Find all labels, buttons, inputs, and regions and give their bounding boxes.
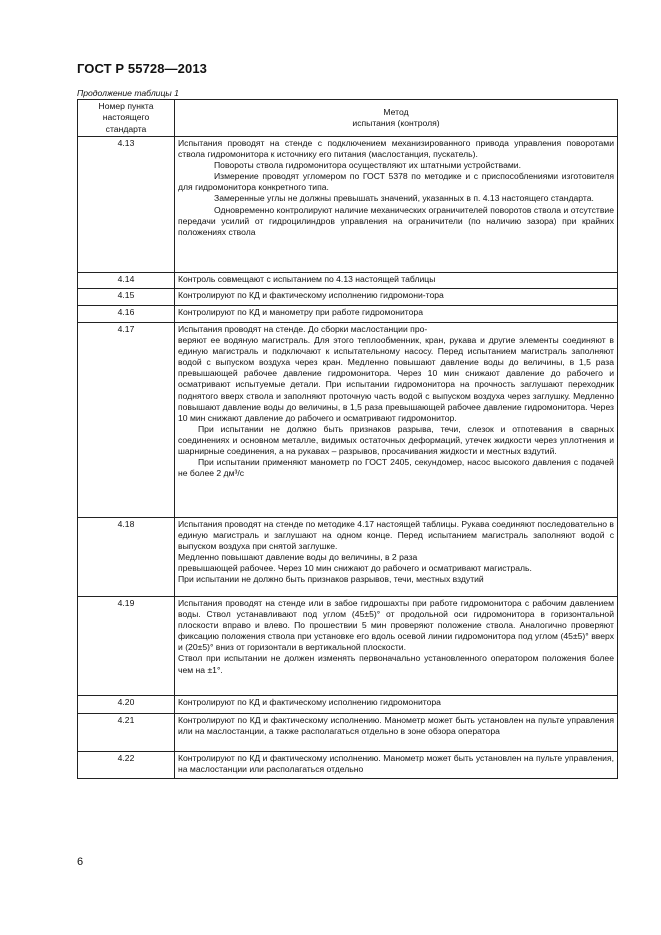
method-paragraph: Контролируют по КД и фактическому исполнению. Манометр может быть установлен на пульте управления, на маслостанции или располагаться отдельно bbox=[178, 753, 614, 775]
clause-number-cell: 4.17 bbox=[78, 323, 175, 518]
test-method-cell bbox=[175, 289, 618, 306]
method-paragraph: Повороты ствола гидромонитора осуществляют их штатными устройствами. bbox=[214, 160, 521, 171]
clause-number-cell: 4.16 bbox=[78, 306, 175, 323]
method-paragraph: Контроль совмещают с испытанием по 4.13 настоящей таблицы bbox=[178, 274, 436, 284]
method-paragraph: Контролируют по КД и фактическому исполнению. Манометр может быть установлен на пульте управления или на маслостанции, а также располагаться отдельно в зоне обзора оператора bbox=[178, 715, 614, 737]
table-row bbox=[78, 137, 618, 273]
clause-number-cell: 4.21 bbox=[78, 714, 175, 752]
method-paragraph: Ствол при испытании не должен изменять первоначально установленного оператором положения более чем на ±1°. bbox=[178, 653, 614, 675]
method-paragraph: Контролируют по КД и манометру при работе гидромонитора bbox=[178, 307, 423, 317]
clause-number-cell: 4.19 bbox=[78, 597, 175, 696]
method-paragraph: Испытания проводят на стенде. До сборки маслостанции про- bbox=[178, 324, 428, 334]
test-method-cell bbox=[175, 597, 618, 696]
test-method-cell bbox=[175, 696, 618, 714]
table-row bbox=[78, 306, 618, 323]
clause-number-cell: 4.14 bbox=[78, 273, 175, 289]
method-paragraph: При испытании не должно быть признаков разрывов, течи, местных вздутий bbox=[178, 574, 484, 585]
table-row bbox=[78, 273, 618, 289]
method-paragraph: При испытании не должно быть признаков разрыва, течи, слезок и отпотевания в сварных соединениях и основном металле, видимых остаточных деформаций, утечек жидкости через уплотнения и шарнирные соединения, а на рукавах – разрывов, просачивания жидкости и местных вздутий. bbox=[178, 423, 614, 457]
table-row bbox=[78, 518, 618, 597]
clause-number-cell: 4.13 bbox=[78, 137, 175, 273]
method-paragraph: Контролируют по КД и фактическому исполнению гидромонитора bbox=[178, 697, 441, 707]
test-method-cell bbox=[175, 137, 618, 273]
page-number: 6 bbox=[77, 856, 84, 868]
column-header-test-method: Метод испытания (контроля) bbox=[175, 100, 618, 137]
test-method-cell bbox=[175, 752, 618, 779]
table-row bbox=[78, 323, 618, 518]
clause-number-cell: 4.18 bbox=[78, 518, 175, 597]
method-paragraph: превышающей рабочее. Через 10 мин снижают до рабочего и осматривают магистраль. bbox=[178, 563, 532, 574]
method-paragraph: Одновременно контролируют наличие механических ограничителей поворотов ствола и отсутствие передачи усилий от гидроцилиндров управления на ограничители (по наличию зазора) при крайних положениях ствола bbox=[178, 204, 614, 237]
test-methods-table bbox=[77, 99, 618, 779]
clause-number-cell: 4.20 bbox=[78, 696, 175, 714]
table-continuation-caption: Продолжение таблицы 1 bbox=[77, 88, 179, 98]
clause-number-cell: 4.15 bbox=[78, 289, 175, 306]
method-paragraph: Испытания проводят на стенде с подключением механизированного привода управления поворотами ствола гидромонитора к источнику его питания (маслостанция, пускатель). bbox=[178, 138, 614, 160]
method-paragraph: При испытании применяют манометр по ГОСТ 2405, секундомер, насос высокого давления с подачей не более 2 дм³/с bbox=[178, 457, 614, 479]
clause-number-cell: 4.22 bbox=[78, 752, 175, 779]
method-paragraph: Замеренные углы не должны превышать значений, указанных в п. 4.13 настоящего стандарта. bbox=[214, 193, 594, 204]
table-row bbox=[78, 696, 618, 714]
standard-title: ГОСТ Р 55728—2013 bbox=[77, 61, 207, 76]
test-method-cell bbox=[175, 323, 618, 518]
column-header-clause-number: Номер пункта настоящего стандарта bbox=[78, 100, 175, 137]
test-method-cell bbox=[175, 273, 618, 289]
test-method-cell bbox=[175, 306, 618, 323]
test-method-cell bbox=[175, 518, 618, 597]
method-paragraph: веряют ее водяную магистраль. Для этого теплообменник, кран, рукава и другие элементы соединяют в единую магистраль и подключают к испытательному насосу. Перед испытанием магистраль заполняют водой с выпуском воздуха через кран. Медленно повышают давление воды до величины, в 1,5 раза превышающей рабочее давление гидромонитора. Через 10 мин снижают давление до рабочего и осматривают испытуемые детали. При испытании гидромонитора на прочность заглушают переходник поднятого вверх ствола и заполняют проточную часть водой с выпуском воздуха через заглушку. Медленно повышают давление воды до величины, в 1,5 раза превышающей рабочее давление гидромонитора. Через 10 мин снижают давление до рабочего и осматривают гидромонитор. bbox=[178, 335, 614, 423]
method-paragraph: Испытания проводят на стенде или в забое гидрошахты при работе гидромонитора с рабочим давлением воды. Ствол устанавливают под углом (45±5)° от продольной оси гидромонитора в горизонтальной плоскости вправо и влево. По прошествии 5 мин проверяют положение ствола. Аналогично проверяют фиксацию положения ствола при установке его вдоль осевой линии гидромонитора под углом (45±5)° вверх и (20±5)° вниз от горизонтали в вертикальной плоскости. bbox=[178, 598, 614, 653]
method-paragraph: Измерение проводят угломером по ГОСТ 5378 по методике и с приспособлениями изготовителя для гидромонитора конкретного типа. bbox=[178, 171, 614, 193]
table-row bbox=[78, 752, 618, 779]
table-row bbox=[78, 714, 618, 752]
table-row bbox=[78, 289, 618, 306]
table-body bbox=[78, 137, 618, 779]
test-method-cell bbox=[175, 714, 618, 752]
method-paragraph: Медленно повышают давление воды до величины, в 2 раза bbox=[178, 552, 418, 563]
method-paragraph: Испытания проводят на стенде по методике 4.17 настоящей таблицы. Рукава соединяют последовательно в единую магистраль и заглушают на одном конце. Перед испытанием магистраль заполняют водой с выпуском воздуха при снятой заглушке. bbox=[178, 519, 614, 552]
method-paragraph: Контролируют по КД и фактическому исполнению гидромони-тора bbox=[178, 290, 444, 300]
table-header-row bbox=[78, 100, 618, 137]
table-row bbox=[78, 597, 618, 696]
